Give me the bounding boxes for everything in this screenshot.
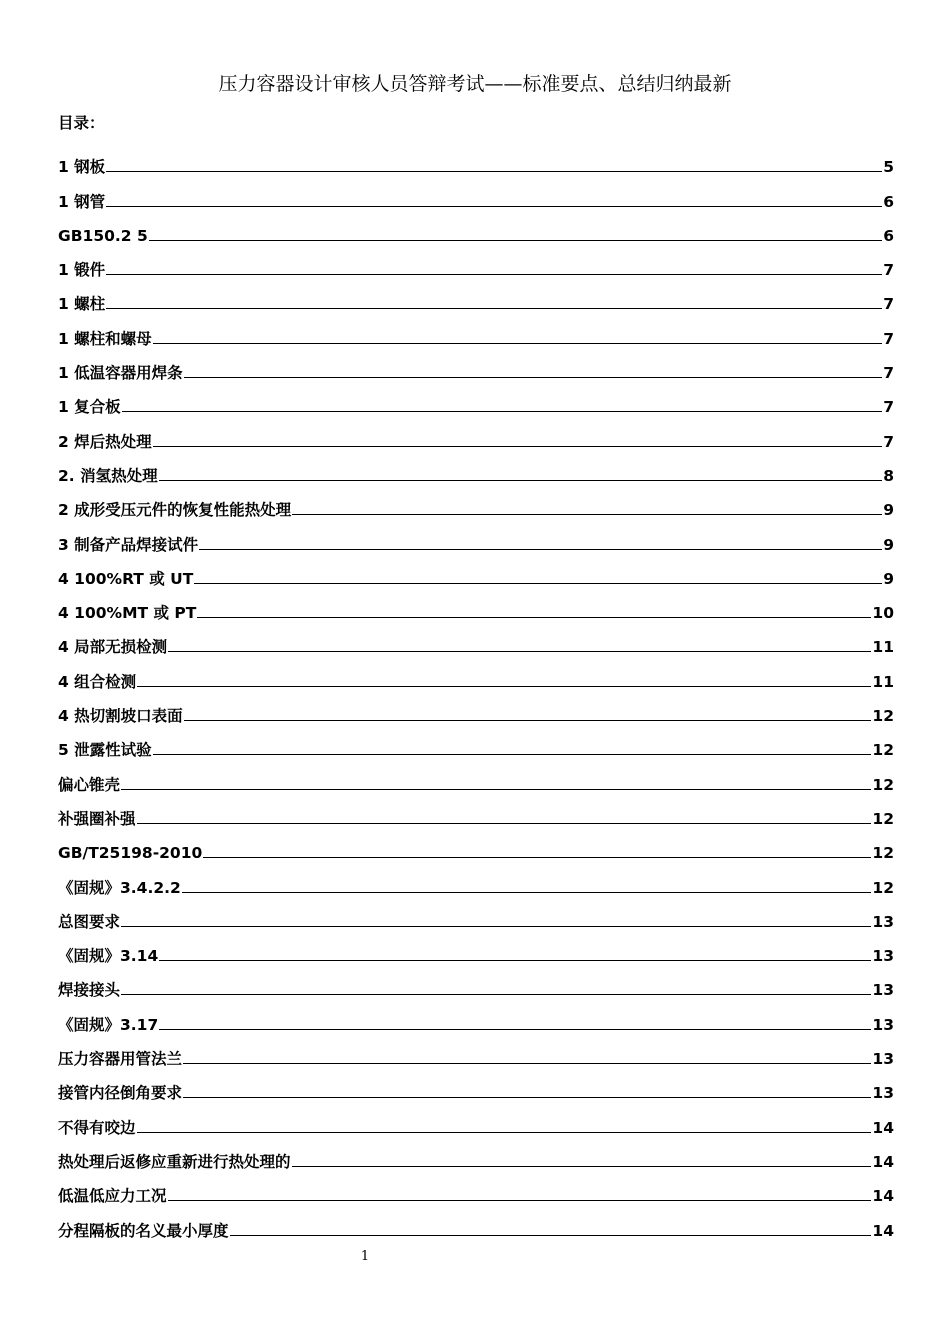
toc-entry[interactable]	[58, 384, 894, 418]
table-of-contents	[58, 144, 894, 1242]
toc-entry-label: 偏心锥壳	[58, 775, 121, 794]
toc-entry-page: 6	[883, 192, 894, 211]
page-number: 1	[360, 1249, 370, 1264]
toc-entry-page: 10	[872, 604, 894, 623]
toc-entry-label: 补强圈补强	[58, 809, 136, 828]
toc-entry[interactable]	[58, 487, 894, 521]
toc-leader-line	[292, 1165, 872, 1167]
toc-leader-line	[183, 1096, 871, 1098]
toc-entry[interactable]	[58, 761, 894, 795]
toc-entry-label: GB/T25198-2010	[58, 844, 203, 863]
toc-entry-page: 13	[872, 1084, 894, 1103]
toc-entry-label: 热处理后返修应重新进行热处理的	[58, 1152, 291, 1171]
toc-entry[interactable]	[58, 213, 894, 247]
toc-entry[interactable]	[58, 727, 894, 761]
toc-leader-line	[159, 479, 883, 481]
toc-heading: 目录：	[58, 114, 105, 132]
toc-leader-line	[121, 788, 871, 790]
toc-entry-page: 6	[883, 226, 894, 245]
toc-entry-label: 1 螺柱	[58, 295, 106, 314]
toc-entry[interactable]	[58, 899, 894, 933]
toc-entry-label: 4 热切割坡口表面	[58, 707, 183, 726]
toc-entry-label: 1 钢板	[58, 158, 106, 177]
toc-entry-label: 1 锻件	[58, 261, 106, 280]
toc-entry-page: 13	[872, 912, 894, 931]
toc-entry[interactable]	[58, 281, 894, 315]
toc-entry-label: 4 100%RT 或 UT	[58, 569, 194, 588]
toc-entry-label: 1 低温容器用焊条	[58, 364, 183, 383]
toc-entry[interactable]	[58, 967, 894, 1001]
document-title: 压力容器设计审核人员答辩考试——标准要点、总结归纳最新	[218, 73, 732, 95]
toc-entry-page: 7	[883, 398, 894, 417]
toc-leader-line	[184, 719, 872, 721]
toc-entry-label: 接管内径倒角要求	[58, 1084, 183, 1103]
toc-entry[interactable]	[58, 350, 894, 384]
toc-leader-line	[106, 273, 882, 275]
toc-entry-page: 12	[872, 878, 894, 897]
toc-entry-page: 7	[883, 364, 894, 383]
toc-entry-label: 2 焊后热处理	[58, 432, 152, 451]
toc-entry-label: 焊接接头	[58, 981, 121, 1000]
toc-entry-page: 11	[872, 638, 894, 657]
toc-entry-label: 不得有咬边	[58, 1118, 136, 1137]
toc-entry-page: 7	[883, 295, 894, 314]
toc-entry-label: 压力容器用管法兰	[58, 1050, 183, 1069]
toc-entry[interactable]	[58, 1104, 894, 1138]
toc-entry[interactable]	[58, 1036, 894, 1070]
toc-leader-line	[149, 239, 882, 241]
toc-entry-page: 7	[883, 432, 894, 451]
toc-entry-page: 12	[872, 844, 894, 863]
toc-leader-line	[121, 925, 871, 927]
toc-entry-label: 4 组合检测	[58, 672, 137, 691]
toc-leader-line	[194, 582, 882, 584]
toc-entry[interactable]	[58, 1173, 894, 1207]
toc-entry-page: 9	[883, 535, 894, 554]
toc-entry-label: 1 钢管	[58, 192, 106, 211]
toc-leader-line	[184, 376, 883, 378]
toc-entry-label: 1 螺柱和螺母	[58, 329, 152, 348]
toc-leader-line	[153, 445, 883, 447]
toc-entry-label: 总图要求	[58, 912, 121, 931]
toc-entry-page: 14	[872, 1118, 894, 1137]
toc-entry[interactable]	[58, 693, 894, 727]
toc-leader-line	[106, 307, 882, 309]
toc-leader-line	[137, 1131, 872, 1133]
toc-entry-page: 13	[872, 1050, 894, 1069]
toc-entry-label: 3 制备产品焊接试件	[58, 535, 199, 554]
toc-entry-page: 14	[872, 1152, 894, 1171]
toc-leader-line	[292, 513, 882, 515]
toc-entry-page: 7	[883, 329, 894, 348]
toc-entry[interactable]	[58, 556, 894, 590]
toc-entry[interactable]	[58, 1207, 894, 1241]
toc-entry-page: 9	[883, 569, 894, 588]
toc-leader-line	[199, 548, 882, 550]
toc-entry[interactable]	[58, 1139, 894, 1173]
toc-leader-line	[153, 342, 883, 344]
toc-entry-label: 《固规》3.14	[58, 947, 159, 966]
toc-leader-line	[182, 891, 872, 893]
toc-entry-label: 1 复合板	[58, 398, 121, 417]
toc-entry-label: 分程隔板的名义最小厚度	[58, 1221, 229, 1240]
toc-entry-page: 5	[883, 158, 894, 177]
toc-entry-page: 12	[872, 741, 894, 760]
toc-leader-line	[197, 616, 871, 618]
toc-leader-line	[230, 1234, 872, 1236]
toc-entry[interactable]	[58, 178, 894, 212]
toc-leader-line	[168, 650, 871, 652]
toc-entry[interactable]	[58, 590, 894, 624]
toc-entry[interactable]	[58, 864, 894, 898]
toc-entry-page: 14	[872, 1187, 894, 1206]
toc-entry-page: 13	[872, 981, 894, 1000]
toc-leader-line	[137, 822, 872, 824]
toc-entry-page: 13	[872, 1015, 894, 1034]
toc-entry[interactable]	[58, 521, 894, 555]
toc-entry[interactable]	[58, 315, 894, 349]
toc-entry-label: 4 100%MT 或 PT	[58, 604, 197, 623]
toc-leader-line	[183, 1062, 871, 1064]
toc-entry-label: 2. 消氢热处理	[58, 466, 158, 485]
toc-leader-line	[159, 1028, 871, 1030]
toc-leader-line	[106, 205, 882, 207]
toc-entry-label: 低温低应力工况	[58, 1187, 167, 1206]
toc-entry-page: 12	[872, 809, 894, 828]
toc-entry-page: 7	[883, 261, 894, 280]
toc-leader-line	[106, 170, 882, 172]
toc-entry[interactable]	[58, 418, 894, 452]
toc-leader-line	[121, 993, 871, 995]
toc-entry[interactable]	[58, 933, 894, 967]
toc-entry-label: 《固规》3.17	[58, 1015, 159, 1034]
toc-entry[interactable]	[58, 247, 894, 281]
toc-entry-label: 2 成形受压元件的恢复性能热处理	[58, 501, 292, 520]
toc-entry-page: 9	[883, 501, 894, 520]
toc-leader-line	[168, 1199, 872, 1201]
toc-leader-line	[137, 685, 871, 687]
toc-entry[interactable]	[58, 658, 894, 692]
toc-entry-page: 12	[872, 707, 894, 726]
toc-entry-label: 《固规》3.4.2.2	[58, 878, 181, 897]
toc-leader-line	[159, 959, 871, 961]
toc-entry[interactable]	[58, 1001, 894, 1035]
toc-entry[interactable]	[58, 453, 894, 487]
toc-entry-label: 5 泄露性试验	[58, 741, 152, 760]
toc-entry[interactable]	[58, 144, 894, 178]
toc-leader-line	[203, 856, 871, 858]
toc-entry-page: 12	[872, 775, 894, 794]
toc-entry-page: 8	[883, 466, 894, 485]
toc-leader-line	[122, 410, 883, 412]
toc-entry-page: 14	[872, 1221, 894, 1240]
toc-entry-label: 4 局部无损检测	[58, 638, 168, 657]
toc-entry[interactable]	[58, 830, 894, 864]
toc-entry-label: GB150.2 5	[58, 226, 148, 245]
toc-entry-page: 11	[872, 672, 894, 691]
toc-entry[interactable]	[58, 624, 894, 658]
toc-entry[interactable]	[58, 796, 894, 830]
toc-entry[interactable]	[58, 1070, 894, 1104]
toc-leader-line	[153, 753, 872, 755]
toc-entry-page: 13	[872, 947, 894, 966]
